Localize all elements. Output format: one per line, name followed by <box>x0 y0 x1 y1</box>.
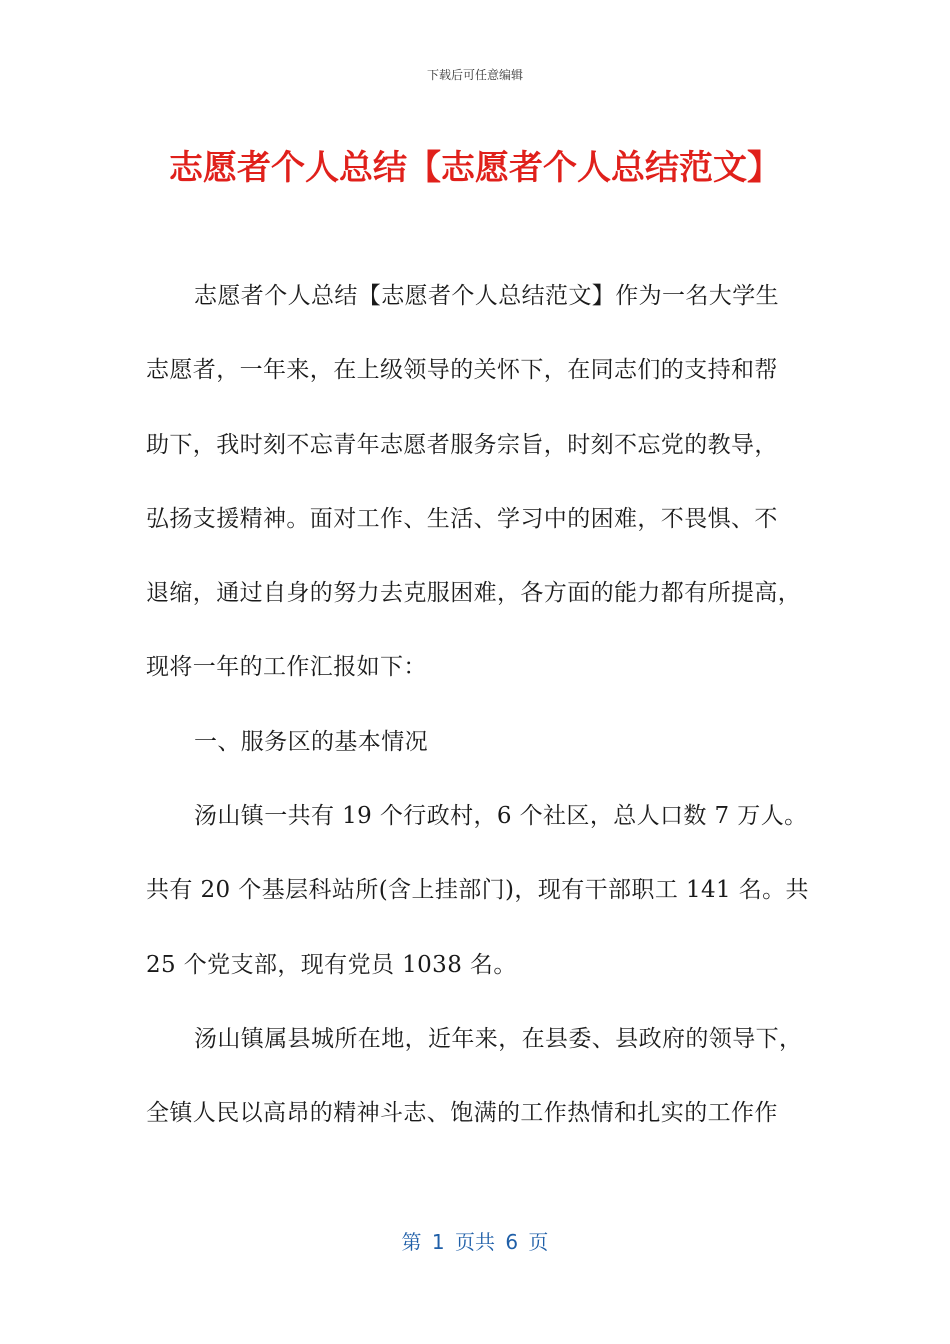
body-line: 汤山镇属县城所在地，近年来，在县委、县政府的领导下， <box>194 1026 803 1052</box>
body-line: 汤山镇一共有 19 个行政村，6 个社区，总人口数 7 万人。 <box>194 803 808 829</box>
header-note: 下载后可任意编辑 <box>426 68 523 82</box>
body-line: 全镇人民以高昂的精神斗志、饱满的工作热情和扎实的工作作 <box>146 1100 778 1126</box>
body-line: 助下，我时刻不忘青年志愿者服务宗旨，时刻不忘党的教导， <box>146 432 778 458</box>
body-line: 弘扬支援精神。面对工作、生活、学习中的困难，不畏惧、不 <box>146 506 778 532</box>
body-line: 退缩，通过自身的努力去克服困难，各方面的能力都有所提高， <box>146 580 802 606</box>
body-line: 共有 20 个基层科站所(含上挂部门)，现有干部职工 141 名。共 <box>146 877 809 903</box>
body-line: 25 个党支部，现有党员 1038 名。 <box>146 952 517 978</box>
body-line: 志愿者个人总结【志愿者个人总结范文】作为一名大学生 <box>194 283 779 309</box>
section-heading: 一、服务区的基本情况 <box>194 729 428 755</box>
body-line: 现将一年的工作汇报如下： <box>146 654 427 680</box>
page-footer: 第 1 页共 6 页 <box>401 1230 549 1254</box>
body-line: 志愿者，一年来，在上级领导的关怀下，在同志们的支持和帮 <box>146 357 778 383</box>
document-title: 志愿者个人总结【志愿者个人总结范文】 <box>169 148 781 188</box>
